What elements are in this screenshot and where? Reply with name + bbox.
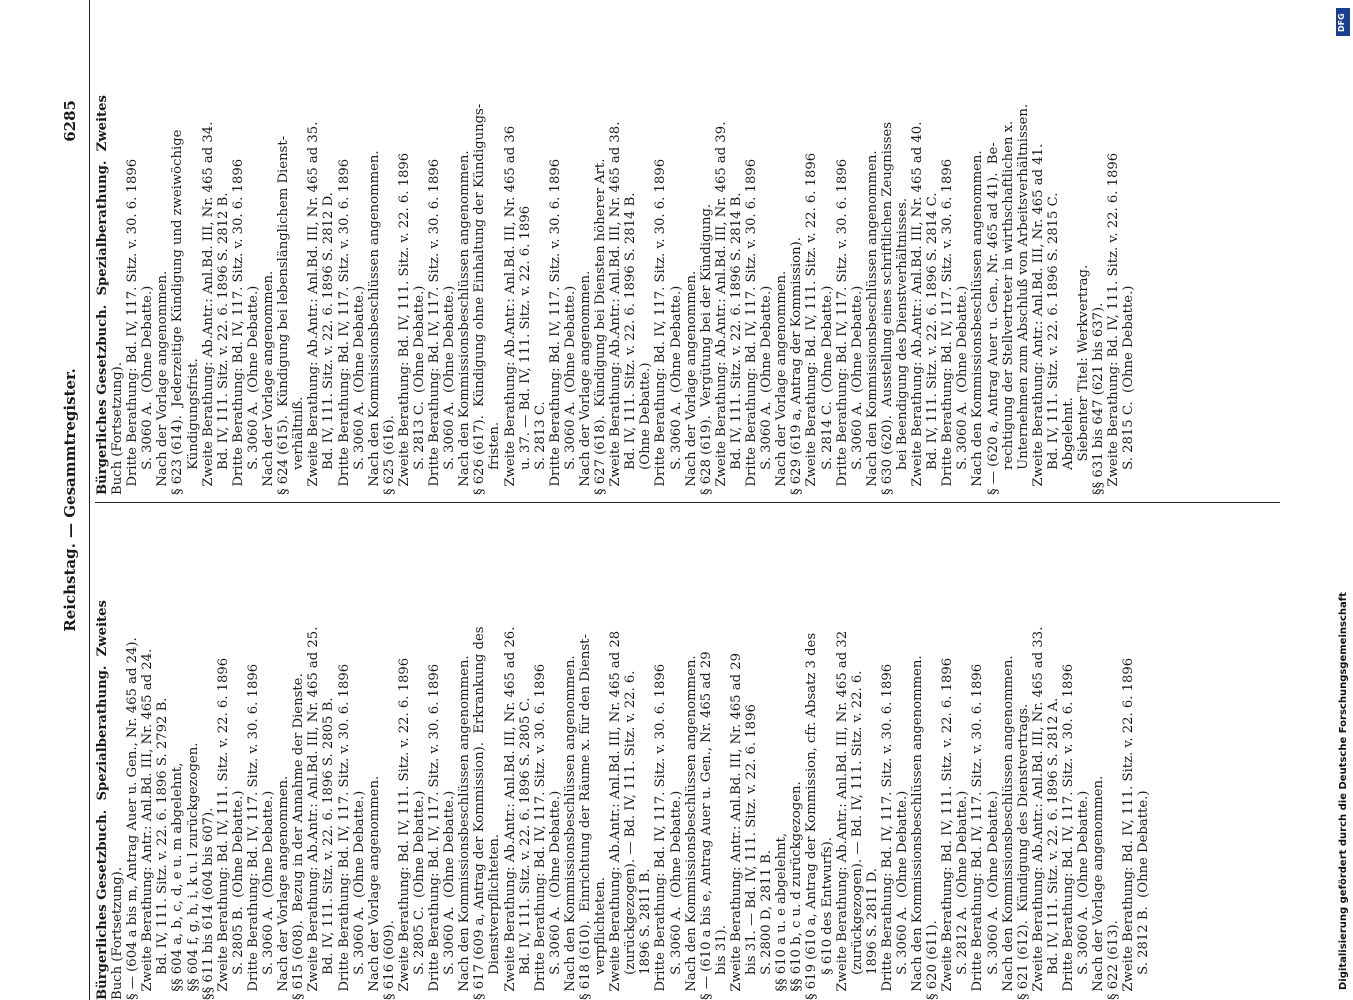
text-line: § 630 (620). Ausstellung eines schriftlichen Zeugnisses [879, 121, 895, 495]
text-line: § 628 (619). Vergütung bei der Kündigung. [698, 203, 714, 495]
text-line: § 625 (616). [381, 415, 397, 495]
text-line: Zweite Berathung: Ab.Antr.: Anl.Bd. III, Nr. 465 ad 28 [608, 630, 624, 1000]
text-line: Nach der Vorlage angenommen. [1091, 775, 1107, 1000]
text-line: Dritte Berathung: Bd. IV, 117. Sitz. v. 30. 6. 1896 [427, 663, 443, 1000]
text-line: Nach den Kommissionsbeschlüssen angenommen. [970, 150, 986, 495]
text-line: §§ 610 a u. e abgelehnt, [774, 832, 790, 1000]
text-line: § 621 (612). Kündigung des Dienstvertrags. [1015, 703, 1031, 1000]
text-line: § 616 (609). [381, 920, 397, 1000]
text-line: Nach der Vorlage angenommen. [578, 270, 593, 495]
text-line: Zweite Berathung: Bd. IV, 111. Sitz. v. 22. 6. 1896 [396, 152, 412, 495]
text-line: Zweite Berathung: Bd. IV, 111. Sitz. v. 22. 6. 1896 [215, 657, 231, 1000]
rotated-page-body [55, 0, 1290, 1000]
text-line: S. 3060 A. (Ohne Debatte.) [442, 790, 458, 1000]
text-line: S. 3060 A. (Ohne Debatte.) [562, 285, 578, 495]
text-line: Zweite Berathung: Ab.Antr.: Anl.Bd. III, Nr. 465 ad 36 [502, 125, 518, 495]
text-line: Bd. IV, 111. Sitz. v. 22. 6. 1896 S. 2814 B. [623, 192, 639, 495]
text-line: Dritte Berathung: Bd. IV, 117. Sitz. v. 30. 6. 1896 [230, 158, 246, 495]
text-line: S. 3060 A. (Ohne Debatte.) [849, 285, 865, 495]
text-line: S. 3060 A. (Ohne Debatte.) [245, 285, 261, 495]
text-line: Zweite Berathung: Ab.Antr.: Anl.Bd. III, Nr. 465 ad 40. [910, 121, 926, 495]
text-line: § — (610 a bis e, Antrag Auer u. Gen., Nr. 465 ad 29 [698, 651, 714, 1000]
text-line: S. 2812 A. (Ohne Debatte.) [955, 790, 971, 1000]
text-line: S. 3060 A. (Ohne Debatte.) [261, 790, 277, 1000]
text-line: Nach den Kommissionsbeschlüssen angenommen. [1000, 655, 1016, 1000]
text-line: S. 3060 A. (Ohne Debatte.) [547, 790, 563, 1000]
text-line: verhältniß. [291, 396, 307, 495]
text-line: Siebenter Titel: Werkvertrag. [1076, 264, 1092, 495]
text-line: Kündigungsfrist. [185, 358, 201, 495]
text-line: Bd. IV, 111. Sitz. v. 22. 6. 1896 S. 2815 C. [1045, 192, 1061, 495]
text-line: § 617 (609 a, Antrag der Kommission). Erkrankung des [472, 626, 488, 1000]
text-line: Dritte Berathung: Bd. IV, 117. Sitz. v. 30. 6. 1896 [427, 158, 443, 495]
text-line: 1896 S. 2811 B. [638, 868, 654, 1000]
text-line: Nach den Kommissionsbeschlüssen angenommen. [864, 150, 880, 495]
text-line: §§ 604 a, b, c, d, e u. m abgelehnt, [170, 762, 186, 1000]
text-line: S. 2815 C. (Ohne Debatte.) [1121, 285, 1137, 495]
text-line: Nach den Kommissionsbeschlüssen angenommen. [910, 655, 926, 1000]
text-line: § 624 (615). Kündigung bei lebenslänglichem Dienst- [276, 135, 292, 495]
text-line: S. 3060 A. (Ohne Debatte.) [442, 285, 458, 495]
text-line: Nach der Vorlage angenommen. [774, 270, 790, 495]
text-line: S. 3060 A. (Ohne Debatte.) [140, 285, 156, 495]
text-line: bei Beendigung des Dienstverhältnisses. [894, 197, 910, 495]
text-line: Dritte Berathung: Bd. IV, 117. Sitz. v. 30. 6. 1896 [834, 158, 850, 495]
text-line: S. 3060 A. (Ohne Debatte.) [894, 790, 910, 1000]
text-line: Dritte Berathung: Bd. IV, 117. Sitz. v. 30. 6. 1896 [744, 158, 760, 495]
text-line: § 623 (614). Jederzeitige Kündigung und zweiwöchige [170, 129, 186, 495]
text-line: S. 2813 C. [532, 401, 548, 495]
text-line: S. 2813 C. (Ohne Debatte.) [411, 285, 427, 495]
text-line: § 618 (610). Einrichtung der Räume x. für den Dienst- [578, 634, 593, 1000]
text-line: Nach der Vorlage angenommen. [261, 270, 277, 495]
text-line: 1896 S. 2811 D. [864, 868, 880, 1000]
text-line: Bd. IV, 111. Sitz. v. 22. 6. 1896 S. 2814 B. [728, 192, 744, 495]
text-line: Abgelehnt. [1061, 397, 1076, 495]
text-line: fristen. [487, 421, 503, 495]
text-line: Zweite Berathung: Ab.Antr.: Anl.Bd. III, Nr. 465 ad 38. [608, 121, 624, 495]
text-line: Nach der Vorlage angenommen. [366, 775, 382, 1000]
text-line: Dritte Berathung: Bd. IV, 117. Sitz. v. 30. 6. 1896 [940, 158, 956, 495]
text-line: Dritte Berathung: Bd. IV, 117. Sitz. v. 30. 6. 1896 [970, 663, 986, 1000]
text-line: Nach den Kommissionsbeschlüssen angenommen. [457, 655, 473, 1000]
text-line: Nach der Vorlage angenommen. [155, 270, 171, 495]
text-line: Zweite Berathung: Bd. IV, 111. Sitz. v. 22. 6. 1896 [1121, 657, 1137, 1000]
text-line: Zweite Berathung: Bd. IV, 111. Sitz. v. 22. 6. 1896 [804, 152, 820, 495]
text-line: Bd. IV, 111. Sitz. v. 22. 6. 1896 S. 2814 C. [925, 192, 941, 495]
dfg-logo [1336, 8, 1350, 36]
text-line: S. 3060 A. (Ohne Debatte.) [351, 285, 367, 495]
text-line: S. 3060 A. (Ohne Debatte.) [955, 285, 971, 495]
text-line: Buch (Fortsetzung). [110, 867, 126, 1000]
text-line: § 622 (613). [1106, 920, 1122, 1000]
text-line: Zweite Berathung: Ab.Antr.: Anl.Bd. III, Nr. 465 ad 32 [834, 630, 850, 1000]
page-number: 6285 [61, 100, 79, 142]
text-line: bis 31). [713, 925, 729, 1000]
column-divider [95, 502, 1280, 503]
text-line: §§ 604 f, g, h, i, k u. l zurückgezogen. [185, 742, 201, 1000]
text-line: Nach den Kommissionsbeschlüssen angenommen. [683, 655, 699, 1000]
text-line: S. 3060 A. (Ohne Debatte.) [1076, 790, 1092, 1000]
text-line: § 610 des Entwurfs). [819, 837, 835, 1000]
text-line: Dritte Berathung: Bd. IV, 117. Sitz. v. 30. 6. 1896 [336, 158, 352, 495]
text-line: Zweite Berathung: Bd. IV, 111. Sitz. v. 22. 6. 1896 [396, 657, 412, 1000]
text-line: Dritte Berathung: Bd. IV, 117. Sitz. v. 30. 6. 1896 [245, 663, 261, 1000]
text-line: § 620 (611). [925, 920, 941, 1000]
text-line: Nach den Kommissionsbeschlüssen angenommen. [366, 150, 382, 495]
text-line: S. 2805 B. (Ohne Debatte.) [230, 790, 246, 1000]
digitization-credit: Digitalisierung gefördert durch die Deutsche Forschungsgemeinschaft [1338, 592, 1349, 990]
text-line: Bd. IV, 111. Sitz. v. 22. 6. 1896 S. 2805 C. [517, 697, 533, 1000]
text-line: Dritte Berathung: Bd. IV, 117. Sitz. v. 30. 6. 1896 [547, 158, 563, 495]
text-line: u. 37. — Bd. IV, 111. Sitz. v. 22. 6. 1896 [517, 205, 533, 495]
text-line: Bd. IV, 111. Sitz. v. 22. 6. 1896 S. 2792 B. [155, 697, 171, 1000]
text-line: Dienstverpflichteten. [487, 833, 503, 1000]
text-line: Zweite Berathung: Bd. IV, 111. Sitz. v. 22. 6. 1896 [1106, 152, 1122, 495]
text-line: bis 31. — Bd. IV, 111. Sitz. v. 22. 6. 1896 [744, 704, 760, 1000]
text-line: § 627 (618). Kündigung bei Diensten höherer Art. [593, 158, 609, 495]
text-line: §§ 611 bis 614 (604 bis 607). [200, 807, 216, 1000]
text-line: (zurückgezogen). — Bd. IV, 111. Sitz. v. 22. 6. [849, 670, 865, 1000]
text-line: Dritte Berathung: Bd. IV, 117. Sitz. v. 30. 6. 1896 [653, 663, 669, 1000]
text-line: Nach der Vorlage angenommen. [683, 270, 699, 495]
right-column [95, 5, 1136, 495]
text-line: Unternehmen zum Abschluß von Arbeitsverhältnissen. [1015, 103, 1031, 495]
text-line: verpflichteten. [593, 877, 609, 1000]
dfg-logo-text: DFG [1337, 13, 1346, 32]
left-column [95, 510, 1225, 1000]
text-line: S. 2812 B. (Ohne Debatte.) [1136, 790, 1152, 1000]
text-line: Bd. IV, 111. Sitz. v. 22. 6. 1896 S. 2812 D. [321, 192, 337, 495]
text-line: Dritte Berathung: Bd. IV, 117. Sitz. v. 30. 6. 1896 [532, 663, 548, 1000]
text-line: Zweite Berathung: Antr.: Anl.Bd. III, Nr. 465 ad 24. [140, 648, 156, 1000]
text-line: S. 2814 C. (Ohne Debatte.) [819, 285, 835, 495]
text-line: Zweite Berathung: Ab.Antr.: Anl.Bd. III, Nr. 465 ad 39. [713, 121, 729, 495]
text-line: §§ 631 bis 647 (621 bis 637). [1091, 302, 1107, 495]
text-line: § — (620 a, Antrag Auer u. Gen., Nr. 465 ad 41). Be- [985, 142, 1001, 495]
text-line: Zweite Berathung: Ab.Antr.: Anl.Bd. III, Nr. 465 ad 34. [200, 121, 216, 495]
text-line: S. 2800 D, 2811 B. [759, 850, 775, 1000]
text-line: Bürgerliches Gesetzbuch. Spezialberathung. Zweites [95, 600, 110, 1000]
text-line: Dritte Berathung: Bd. IV, 117. Sitz. v. 30. 6. 1896 [653, 158, 669, 495]
text-line: § 629 (619 a, Antrag der Kommission). [789, 237, 805, 495]
text-line: Nach der Vorlage angenommen. [276, 775, 292, 1000]
text-line: (zurückgezogen). — Bd. IV, 111. Sitz. v. 22. 6. [623, 670, 639, 1000]
text-line: § 619 (610 a, Antrag der Kommission, cfr. Absatz 3 des [804, 632, 820, 1000]
text-line: Bd. IV, 111. Sitz. v. 22. 6. 1896 S. 2812 B. [215, 192, 231, 495]
text-line: Zweite Berathung: Antr.: Anl.Bd. III, Nr. 465 ad 41. [1030, 143, 1046, 495]
text-line: Dritte Berathung: Bd. IV, 117. Sitz. v. 30. 6. 1896 [879, 663, 895, 1000]
text-line: S. 2805 C. (Ohne Debatte.) [411, 790, 427, 1000]
text-line: Dritte Berathung: Bd. IV, 117. Sitz. v. 30. 6. 1896 [336, 663, 352, 1000]
text-line: § — (604 a bis m, Antrag Auer u. Gen., Nr. 465 ad 24). [125, 637, 141, 1000]
text-line: Nach den Kommissionsbeschlüssen angenommen. [562, 655, 578, 1000]
text-line: rechtigung der Stellvertreter in wirthschaftlichen x. [1000, 120, 1016, 495]
text-line: Bd. IV, 111. Sitz. v. 22. 6. 1896 S. 2812 A. [1045, 697, 1061, 1000]
text-line: Zweite Berathung: Ab.Antr.: Anl.Bd. III, Nr. 465 ad 25. [306, 626, 322, 1000]
text-line: § 615 (608). Bezug in der Annahme der Dienste. [291, 673, 307, 1000]
text-line: Buch (Fortsetzung). [110, 362, 126, 495]
text-line: S. 3060 A. (Ohne Debatte.) [985, 790, 1001, 1000]
text-line: S. 3060 A. (Ohne Debatte.) [759, 285, 775, 495]
text-line: Zweite Berathung: Ab.Antr.: Anl.Bd. III, Nr. 465 ad 26. [502, 626, 518, 1000]
text-line: Dritte Berathung: Bd. IV, 117. Sitz. v. 30. 6. 1896 [1061, 663, 1076, 1000]
text-line: Zweite Berathung: Ab.Antr.: Anl.Bd. III, Nr. 465 ad 35. [306, 121, 322, 495]
running-title: Reichstag. — Gesammtregister. [61, 368, 79, 632]
text-line: (Ohne Debatte.) [638, 362, 654, 495]
header-rule [89, 0, 90, 1000]
text-line: Bd. IV, 111. Sitz. v. 22. 6. 1896 S. 2805 B. [321, 697, 337, 1000]
text-line: Zweite Berathung: Antr.: Anl.Bd. III, Nr. 465 ad 29 [728, 652, 744, 1000]
text-line: S. 3060 A. (Ohne Debatte.) [351, 790, 367, 1000]
text-line: Nach den Kommissionsbeschlüssen angenommen. [457, 150, 473, 495]
text-line: Zweite Berathung: Ab.Antr.: Anl.Bd. III, Nr. 465 ad 33. [1030, 626, 1046, 1000]
page-header [55, 0, 85, 1000]
text-line: Zweite Berathung: Bd. IV, 111. Sitz. v. 22. 6. 1896 [940, 657, 956, 1000]
text-line: §§ 610 b, c u. d zurückgezogen. [789, 781, 805, 1000]
text-line: Bürgerliches Gesetzbuch. Spezialberathung. Zweites [95, 95, 110, 495]
text-line: S. 3060 A. (Ohne Debatte.) [668, 285, 684, 495]
text-line: S. 3060 A. (Ohne Debatte.) [668, 790, 684, 1000]
text-line: § 626 (617). Kündigung ohne Einhaltung der Kündigungs- [472, 103, 488, 495]
text-line: Dritte Berathung: Bd. IV, 117. Sitz. v. 30. 6. 1896 [125, 158, 141, 495]
